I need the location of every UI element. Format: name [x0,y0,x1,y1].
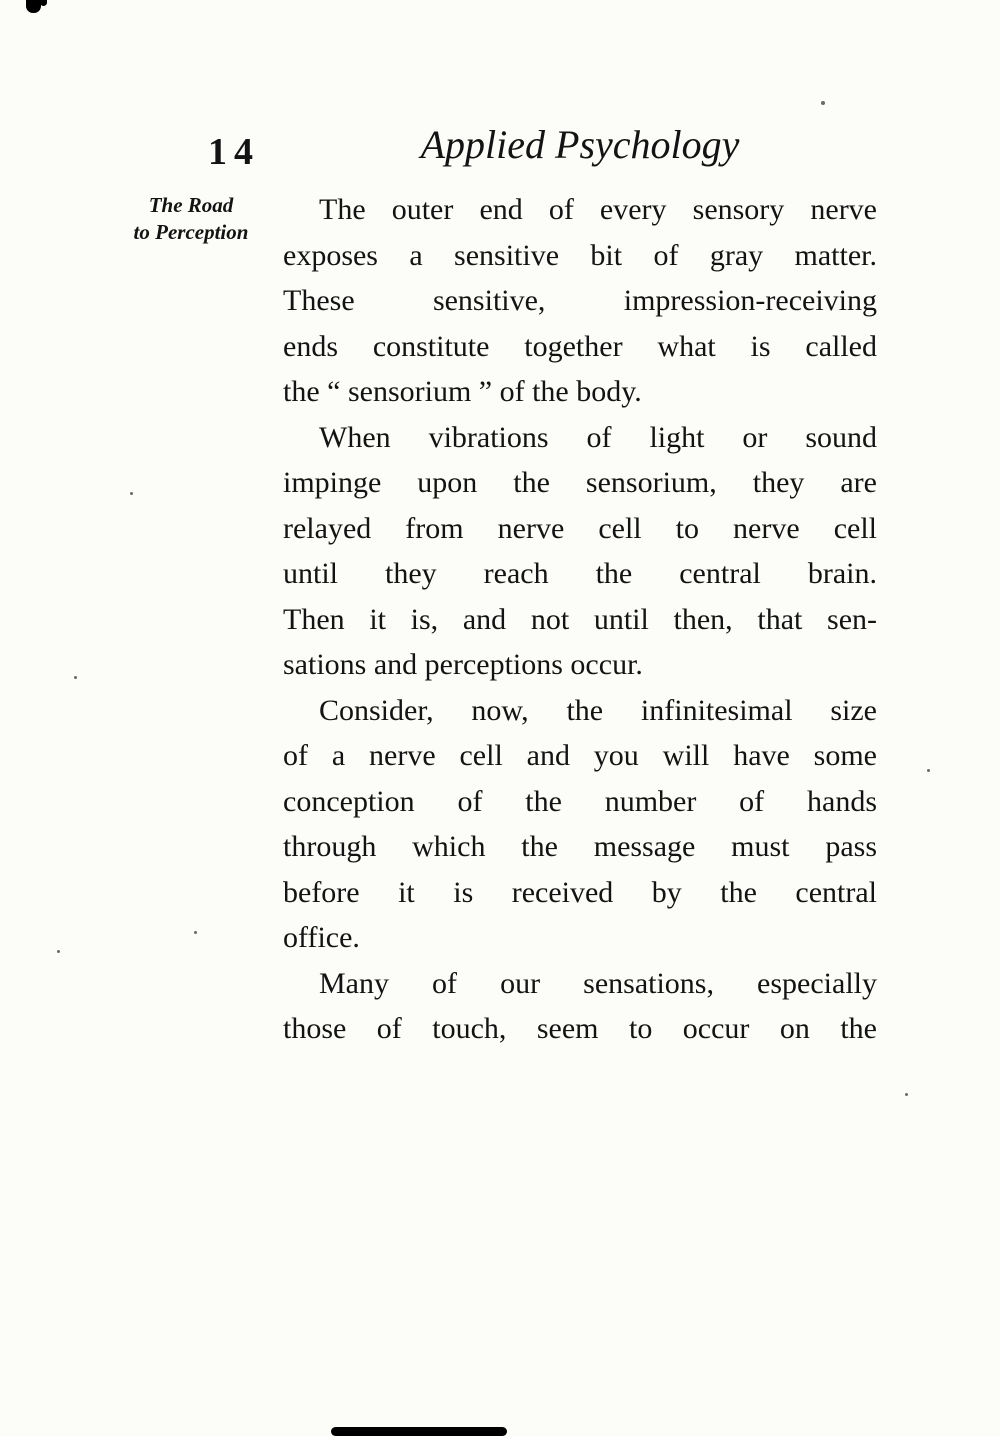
body-line: relayed from nerve cell to nerve cell [283,511,877,545]
body-line: until they reach the central brain. [283,557,877,590]
body-line: When vibrations of light or sound [319,420,877,454]
paragraph [283,688,877,961]
body-line: those of touch, seem to occur on the [283,1012,877,1045]
margin-note-line: The Road [148,193,234,217]
margin-note-line: to Perception [133,220,249,244]
scan-speck [927,769,930,772]
body-line: of a nerve cell and you will have some [283,739,877,772]
running-header: Applied Psychology [420,122,740,167]
body-line: office. [283,921,360,954]
body-line: These sensitive, impression-receiving [283,284,877,317]
body-line: ends constitute together what is called [283,329,877,363]
body-line: sations and perceptions occur. [283,648,643,681]
body-line: exposes a sensitive bit of gray matter. [283,238,877,272]
body-line: before it is received by the central [283,875,877,909]
scan-speck [821,101,825,105]
scan-speck [57,950,60,953]
scan-artifact-top [26,0,41,13]
scan-speck [905,1093,908,1096]
margin-note [105,192,277,246]
paragraph [283,961,877,1052]
paragraph [283,415,877,688]
page-number: 14 [208,131,260,173]
body-line: impinge upon the sensorium, they are [283,466,877,499]
scan-speck [74,676,77,679]
scan-speck [130,492,133,495]
body-line: the “ sensorium ” of the body. [283,375,642,408]
paragraph [283,187,877,415]
body-line: conception of the number of hands [283,784,877,818]
scan-speck [194,931,197,934]
scan-artifact-top [40,0,47,6]
body-line: The outer end of every sensory nerve [319,193,877,226]
body-line: Many of our sensations, especially [319,966,877,1000]
body-line: Then it is, and not until then, that sen- [283,602,877,636]
body-line: through which the message must pass [283,830,877,863]
body-text [283,187,877,1052]
scan-artifact-bottom [331,1427,507,1436]
body-line: Consider, now, the infinitesimal size [319,693,877,727]
